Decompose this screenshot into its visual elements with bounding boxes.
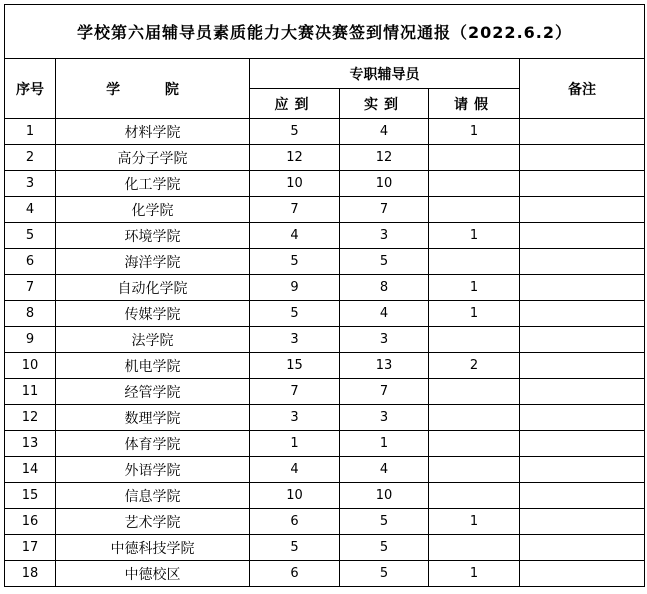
cell-index[interactable]: 3 bbox=[5, 171, 56, 197]
cell-expected[interactable]: 5 bbox=[250, 249, 340, 275]
cell-remarks[interactable] bbox=[520, 145, 645, 171]
cell-college[interactable]: 体育学院 bbox=[56, 431, 250, 457]
cell-remarks[interactable] bbox=[520, 275, 645, 301]
spreadsheet bbox=[4, 4, 645, 587]
table-row bbox=[5, 405, 645, 431]
table-row bbox=[5, 535, 645, 561]
cell-actual[interactable]: 7 bbox=[340, 379, 429, 405]
cell-expected[interactable]: 4 bbox=[250, 223, 340, 249]
table-row bbox=[5, 275, 645, 301]
header-row-1 bbox=[5, 59, 645, 89]
cell-college[interactable]: 信息学院 bbox=[56, 483, 250, 509]
cell-college[interactable]: 高分子学院 bbox=[56, 145, 250, 171]
cell-index[interactable]: 16 bbox=[5, 509, 56, 535]
cell-leave[interactable] bbox=[429, 431, 520, 457]
cell-actual[interactable]: 4 bbox=[340, 457, 429, 483]
cell-actual[interactable]: 8 bbox=[340, 275, 429, 301]
cell-actual[interactable]: 3 bbox=[340, 223, 429, 249]
cell-index[interactable]: 11 bbox=[5, 379, 56, 405]
cell-leave[interactable] bbox=[429, 379, 520, 405]
cell-index[interactable]: 4 bbox=[5, 197, 56, 223]
header-index[interactable]: 序号 bbox=[5, 59, 56, 119]
table-row bbox=[5, 119, 645, 145]
sign-in-report-table bbox=[4, 4, 645, 587]
table-row bbox=[5, 145, 645, 171]
cell-remarks[interactable] bbox=[520, 509, 645, 535]
cell-college[interactable]: 机电学院 bbox=[56, 353, 250, 379]
header-leave[interactable]: 请假 bbox=[429, 89, 520, 119]
cell-actual[interactable]: 12 bbox=[340, 145, 429, 171]
cell-expected[interactable]: 10 bbox=[250, 171, 340, 197]
cell-remarks[interactable] bbox=[520, 249, 645, 275]
cell-actual[interactable]: 5 bbox=[340, 249, 429, 275]
table-row bbox=[5, 249, 645, 275]
cell-expected[interactable]: 5 bbox=[250, 119, 340, 145]
cell-college[interactable]: 自动化学院 bbox=[56, 275, 250, 301]
cell-expected[interactable]: 6 bbox=[250, 561, 340, 587]
cell-actual[interactable]: 4 bbox=[340, 119, 429, 145]
table-row bbox=[5, 171, 645, 197]
cell-expected[interactable]: 9 bbox=[250, 275, 340, 301]
cell-expected[interactable]: 10 bbox=[250, 483, 340, 509]
cell-remarks[interactable] bbox=[520, 119, 645, 145]
cell-leave[interactable]: 1 bbox=[429, 561, 520, 587]
cell-index[interactable]: 14 bbox=[5, 457, 56, 483]
cell-actual[interactable]: 7 bbox=[340, 197, 429, 223]
cell-leave[interactable]: 1 bbox=[429, 509, 520, 535]
cell-actual[interactable]: 13 bbox=[340, 353, 429, 379]
cell-leave[interactable]: 2 bbox=[429, 353, 520, 379]
cell-leave[interactable] bbox=[429, 249, 520, 275]
report-title[interactable]: 学校第六届辅导员素质能力大赛决赛签到情况通报（2022.6.2） bbox=[5, 5, 645, 59]
table-row bbox=[5, 301, 645, 327]
cell-remarks[interactable] bbox=[520, 353, 645, 379]
cell-remarks[interactable] bbox=[520, 171, 645, 197]
cell-remarks[interactable] bbox=[520, 431, 645, 457]
header-remarks[interactable]: 备注 bbox=[520, 59, 645, 119]
cell-remarks[interactable] bbox=[520, 301, 645, 327]
table-row bbox=[5, 561, 645, 587]
table-row bbox=[5, 431, 645, 457]
cell-college[interactable]: 中德科技学院 bbox=[56, 535, 250, 561]
cell-index[interactable]: 18 bbox=[5, 561, 56, 587]
cell-actual[interactable]: 5 bbox=[340, 561, 429, 587]
cell-expected[interactable]: 7 bbox=[250, 379, 340, 405]
table-row bbox=[5, 327, 645, 353]
cell-leave[interactable] bbox=[429, 483, 520, 509]
table-row bbox=[5, 457, 645, 483]
cell-index[interactable]: 9 bbox=[5, 327, 56, 353]
cell-leave[interactable]: 1 bbox=[429, 301, 520, 327]
cell-leave[interactable]: 1 bbox=[429, 119, 520, 145]
table-row bbox=[5, 509, 645, 535]
header-college[interactable]: 学 院 bbox=[56, 59, 250, 119]
cell-index[interactable]: 5 bbox=[5, 223, 56, 249]
cell-actual[interactable]: 3 bbox=[340, 405, 429, 431]
cell-leave[interactable] bbox=[429, 457, 520, 483]
cell-remarks[interactable] bbox=[520, 379, 645, 405]
cell-actual[interactable]: 5 bbox=[340, 509, 429, 535]
cell-college[interactable]: 环境学院 bbox=[56, 223, 250, 249]
table-row bbox=[5, 223, 645, 249]
cell-actual[interactable]: 10 bbox=[340, 171, 429, 197]
table-row bbox=[5, 197, 645, 223]
cell-leave[interactable]: 1 bbox=[429, 275, 520, 301]
cell-actual[interactable]: 4 bbox=[340, 301, 429, 327]
cell-college[interactable]: 经管学院 bbox=[56, 379, 250, 405]
cell-index[interactable]: 8 bbox=[5, 301, 56, 327]
table-row bbox=[5, 379, 645, 405]
header-expected[interactable]: 应到 bbox=[250, 89, 340, 119]
cell-actual[interactable]: 3 bbox=[340, 327, 429, 353]
cell-index[interactable]: 17 bbox=[5, 535, 56, 561]
cell-college[interactable]: 法学院 bbox=[56, 327, 250, 353]
cell-leave[interactable]: 1 bbox=[429, 223, 520, 249]
cell-college[interactable]: 传媒学院 bbox=[56, 301, 250, 327]
cell-leave[interactable] bbox=[429, 535, 520, 561]
cell-expected[interactable]: 5 bbox=[250, 535, 340, 561]
cell-expected[interactable]: 15 bbox=[250, 353, 340, 379]
cell-remarks[interactable] bbox=[520, 457, 645, 483]
cell-remarks[interactable] bbox=[520, 405, 645, 431]
cell-index[interactable]: 7 bbox=[5, 275, 56, 301]
cell-index[interactable]: 15 bbox=[5, 483, 56, 509]
cell-leave[interactable] bbox=[429, 327, 520, 353]
cell-remarks[interactable] bbox=[520, 483, 645, 509]
cell-expected[interactable]: 12 bbox=[250, 145, 340, 171]
title-row bbox=[5, 5, 645, 59]
cell-remarks[interactable] bbox=[520, 223, 645, 249]
cell-index[interactable]: 2 bbox=[5, 145, 56, 171]
cell-remarks[interactable] bbox=[520, 197, 645, 223]
cell-index[interactable]: 6 bbox=[5, 249, 56, 275]
cell-remarks[interactable] bbox=[520, 327, 645, 353]
cell-remarks[interactable] bbox=[520, 561, 645, 587]
cell-leave[interactable] bbox=[429, 405, 520, 431]
cell-actual[interactable]: 1 bbox=[340, 431, 429, 457]
cell-leave[interactable] bbox=[429, 197, 520, 223]
cell-leave[interactable] bbox=[429, 171, 520, 197]
cell-college[interactable]: 外语学院 bbox=[56, 457, 250, 483]
cell-expected[interactable]: 7 bbox=[250, 197, 340, 223]
cell-index[interactable]: 12 bbox=[5, 405, 56, 431]
header-full-time-counselors[interactable]: 专职辅导员 bbox=[250, 59, 520, 89]
cell-index[interactable]: 13 bbox=[5, 431, 56, 457]
header-actual[interactable]: 实到 bbox=[340, 89, 429, 119]
cell-index[interactable]: 10 bbox=[5, 353, 56, 379]
cell-college[interactable]: 艺术学院 bbox=[56, 509, 250, 535]
cell-leave[interactable] bbox=[429, 145, 520, 171]
cell-college[interactable]: 中德校区 bbox=[56, 561, 250, 587]
cell-expected[interactable]: 6 bbox=[250, 509, 340, 535]
cell-index[interactable]: 1 bbox=[5, 119, 56, 145]
cell-college[interactable]: 化学院 bbox=[56, 197, 250, 223]
cell-remarks[interactable] bbox=[520, 535, 645, 561]
cell-expected[interactable]: 3 bbox=[250, 327, 340, 353]
cell-college[interactable]: 化工学院 bbox=[56, 171, 250, 197]
cell-college[interactable]: 材料学院 bbox=[56, 119, 250, 145]
cell-college[interactable]: 数理学院 bbox=[56, 405, 250, 431]
cell-expected[interactable]: 5 bbox=[250, 301, 340, 327]
cell-expected[interactable]: 1 bbox=[250, 431, 340, 457]
cell-expected[interactable]: 4 bbox=[250, 457, 340, 483]
cell-actual[interactable]: 10 bbox=[340, 483, 429, 509]
cell-expected[interactable]: 3 bbox=[250, 405, 340, 431]
table-row bbox=[5, 353, 645, 379]
table-row bbox=[5, 483, 645, 509]
cell-college[interactable]: 海洋学院 bbox=[56, 249, 250, 275]
cell-actual[interactable]: 5 bbox=[340, 535, 429, 561]
